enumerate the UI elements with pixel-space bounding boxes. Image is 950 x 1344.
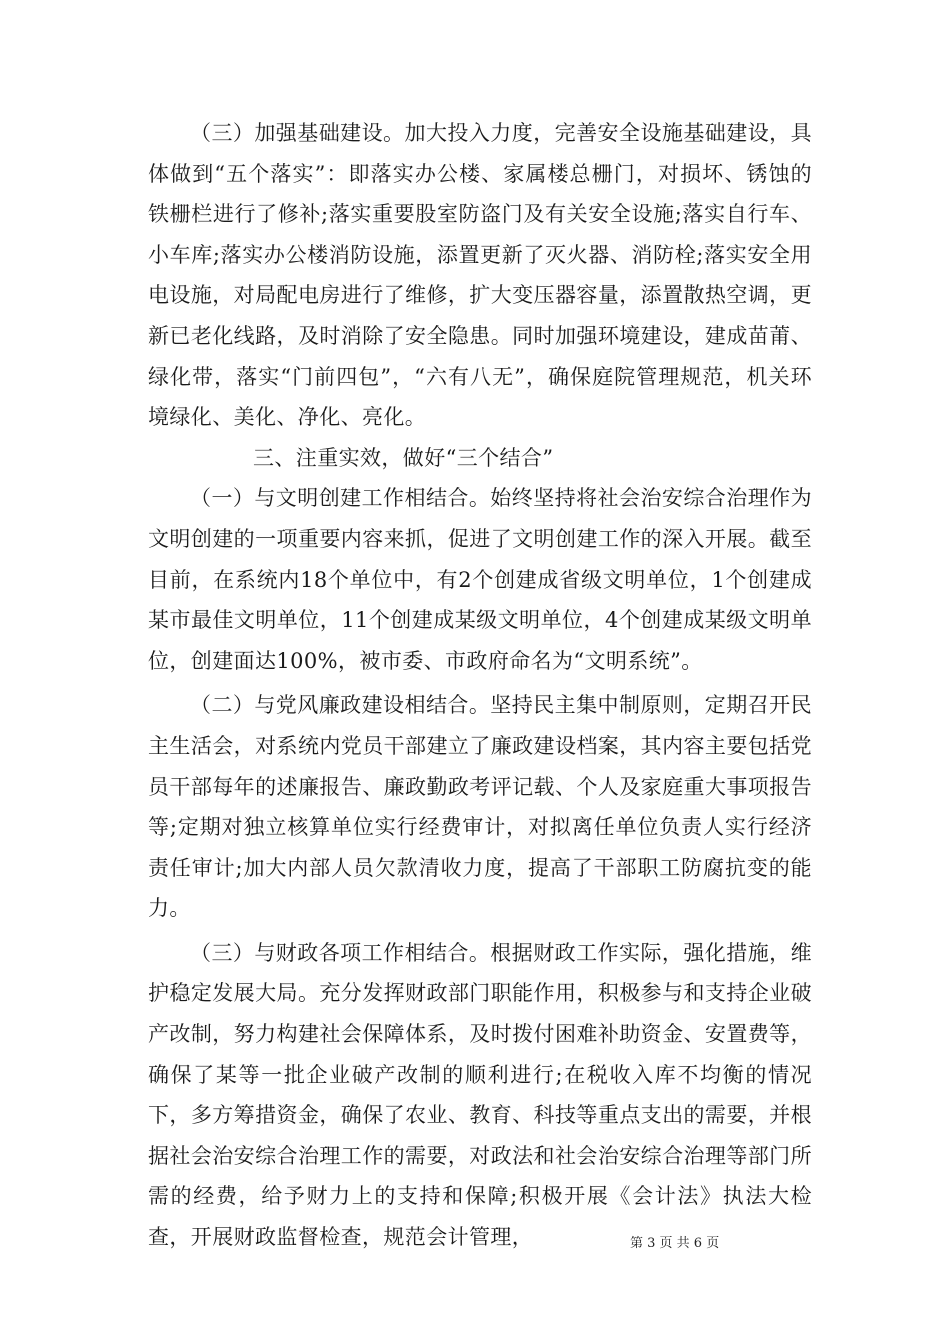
body-text bbox=[148, 113, 812, 1258]
paragraph-finance: （三）与财政各项工作相结合。根据财政工作实际，强化措施，维护稳定发展大局。充分发挥财政部门职能作用，积极参与和支持企业破产改制，努力构建社会保障体系，及时拨付困难补助资金、安置费等，确保了某等一批企业破产改制的顺利进行;在税收入库不均衡的情况下，多方筹措资金，确保了农业、教育、科技等重点支出的需要，并根据社会治安综合治理工作的需要，对政法和社会治安综合治理等部门所需的经费，给予财力上的支持和保障;积极开展《会计法》执法大检查，开展财政监督检查，规范会计管理， bbox=[148, 940, 812, 1250]
paragraph-integrity: （二）与党风廉政建设相结合。坚持民主集中制原则，定期召开民主生活会，对系统内党员干部建立了廉政建设档案，其内容主要包括党员干部每年的述廉报告、廉政勤政考评记载、个人及家庭重大事项报告等;定期对独立核算单位实行经费审计，对拟离任单位负责人实行经济责任审计;加大内部人员欠款清收力度，提高了干部职工防腐抗变的能力。 bbox=[148, 693, 812, 921]
section-heading: 三、注重实效，做好“三个结合” bbox=[253, 445, 554, 470]
paragraph-civilization: （一）与文明创建工作相结合。始终坚持将社会治安综合治理作为文明创建的一项重要内容来抓，促进了文明创建工作的深入开展。截至目前，在系统内18个单位中，有2个创建成省级文明单位，1个创建成某市最佳文明单位，11个创建成某级文明单位，4个创建成某级文明单位，创建面达100%，被市委、市政府命名为“文明系统”。 bbox=[148, 486, 812, 673]
page-number-footer: 第 3 页 共 6 页 bbox=[630, 1236, 720, 1251]
paragraph-infrastructure: （三）加强基础建设。加大投入力度，完善安全设施基础建设，具体做到“五个落实”：即落实办公楼、家属楼总栅门，对损坏、锈蚀的铁栅栏进行了修补;落实重要股室防盗门及有关安全设施;落实自行车、小车库;落实办公楼消防设施，添置更新了灭火器、消防栓;落实安全用电设施，对局配电房进行了维修，扩大变压器容量，添置散热空调，更新已老化线路，及时消除了安全隐患。同时加强环境建设，建成苗莆、绿化带，落实“门前四包”，“六有八无”，确保庭院管理规范，机关环境绿化、美化、净化、亮化。 bbox=[148, 121, 812, 430]
